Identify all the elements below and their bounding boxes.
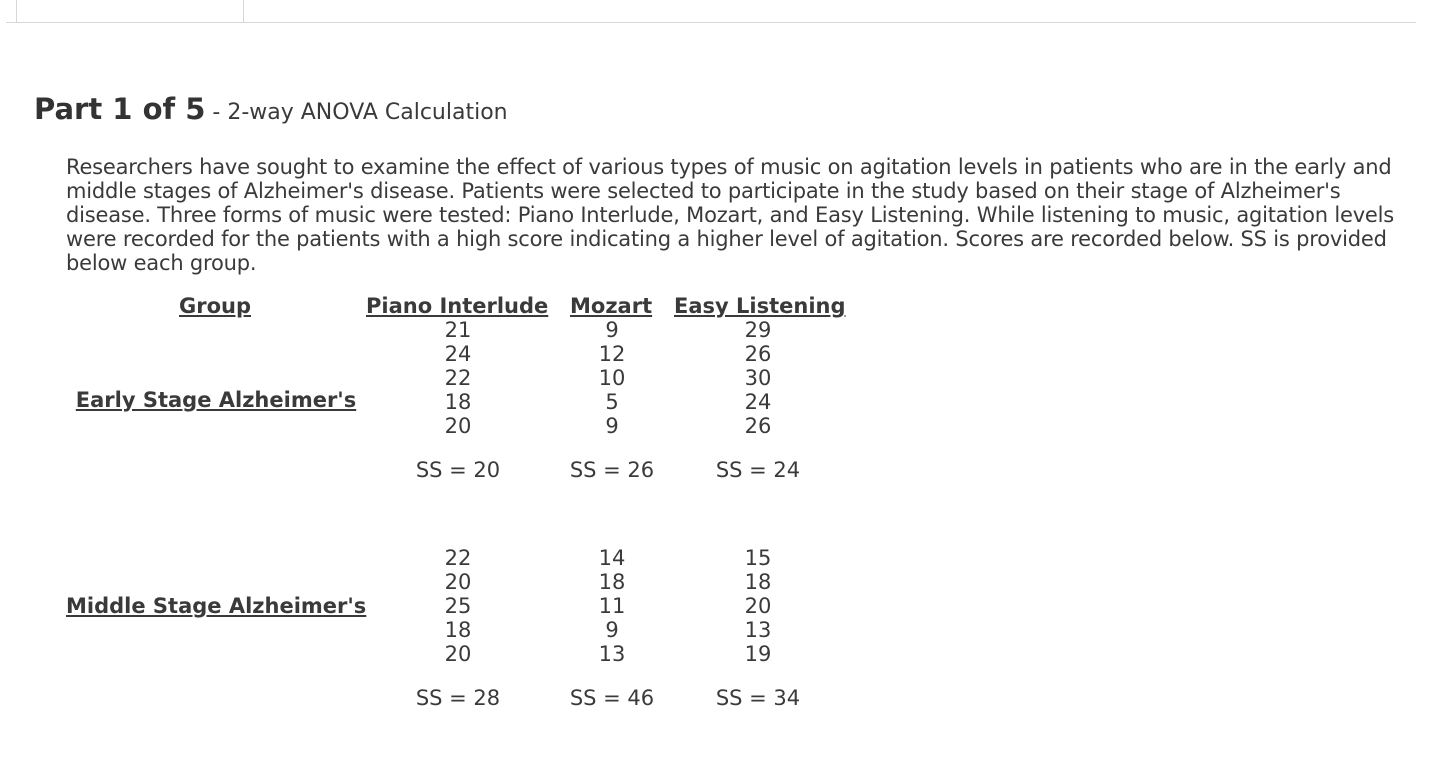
score: 30 bbox=[744, 366, 772, 390]
score: 25 bbox=[444, 594, 472, 618]
column-header-piano: Piano Interlude bbox=[366, 294, 549, 318]
score: 9 bbox=[605, 414, 619, 438]
score: 15 bbox=[744, 546, 772, 570]
score: 18 bbox=[598, 570, 626, 594]
row-label-early-stage: Early Stage Alzheimer's bbox=[75, 388, 357, 412]
ss-middle-piano: SS = 28 bbox=[415, 686, 501, 710]
score: 12 bbox=[598, 342, 626, 366]
ss-early-easy-listening: SS = 24 bbox=[715, 458, 801, 482]
column-header-mozart: Mozart bbox=[570, 294, 653, 318]
cell-middle-piano bbox=[418, 546, 498, 666]
score: 26 bbox=[744, 414, 772, 438]
score: 11 bbox=[598, 594, 626, 618]
part-subtitle: - 2-way ANOVA Calculation bbox=[205, 100, 508, 125]
score: 20 bbox=[444, 570, 472, 594]
score: 24 bbox=[744, 390, 772, 414]
cell-middle-easy-listening bbox=[718, 546, 798, 666]
score: 9 bbox=[605, 618, 619, 642]
score: 20 bbox=[744, 594, 772, 618]
cell-early-piano bbox=[418, 318, 498, 438]
score: 21 bbox=[444, 318, 472, 342]
ss-early-mozart: SS = 26 bbox=[569, 458, 655, 482]
score: 18 bbox=[744, 570, 772, 594]
score: 13 bbox=[744, 618, 772, 642]
cell-early-easy-listening bbox=[718, 318, 798, 438]
score: 5 bbox=[605, 390, 619, 414]
score: 13 bbox=[598, 642, 626, 666]
intro-paragraph: Researchers have sought to examine the effect of various types of music on agitation levels in patients who are in the early and middle stages of Alzheimer's disease. Patients were selected to participate in the study based on their stage of Alzheimer's disease. Three forms of music were tested: Piano Interlude, Mozart, and Easy Listening. While listening to music, agitation levels were recorded for the patients with a high score indicating a higher level of agitation. Scores are recorded below. SS is provided below each group. bbox=[66, 155, 1395, 275]
score: 9 bbox=[605, 318, 619, 342]
column-header-easy-listening: Easy Listening bbox=[674, 294, 846, 318]
score: 10 bbox=[598, 366, 626, 390]
ss-middle-mozart: SS = 46 bbox=[569, 686, 655, 710]
score: 24 bbox=[444, 342, 472, 366]
score: 18 bbox=[444, 390, 472, 414]
cell-middle-mozart bbox=[572, 546, 652, 666]
ss-middle-easy-listening: SS = 34 bbox=[715, 686, 801, 710]
score: 14 bbox=[598, 546, 626, 570]
score: 20 bbox=[444, 642, 472, 666]
ss-early-piano: SS = 20 bbox=[415, 458, 501, 482]
group-header: Group bbox=[179, 294, 252, 318]
score: 18 bbox=[444, 618, 472, 642]
row-label-middle-stage: Middle Stage Alzheimer's bbox=[66, 594, 367, 618]
cell-early-mozart bbox=[572, 318, 652, 438]
score: 19 bbox=[744, 642, 772, 666]
score: 20 bbox=[444, 414, 472, 438]
score: 29 bbox=[744, 318, 772, 342]
part-title: Part 1 of 5 bbox=[34, 92, 206, 126]
score: 22 bbox=[444, 546, 472, 570]
score: 26 bbox=[744, 342, 772, 366]
score: 22 bbox=[444, 366, 472, 390]
